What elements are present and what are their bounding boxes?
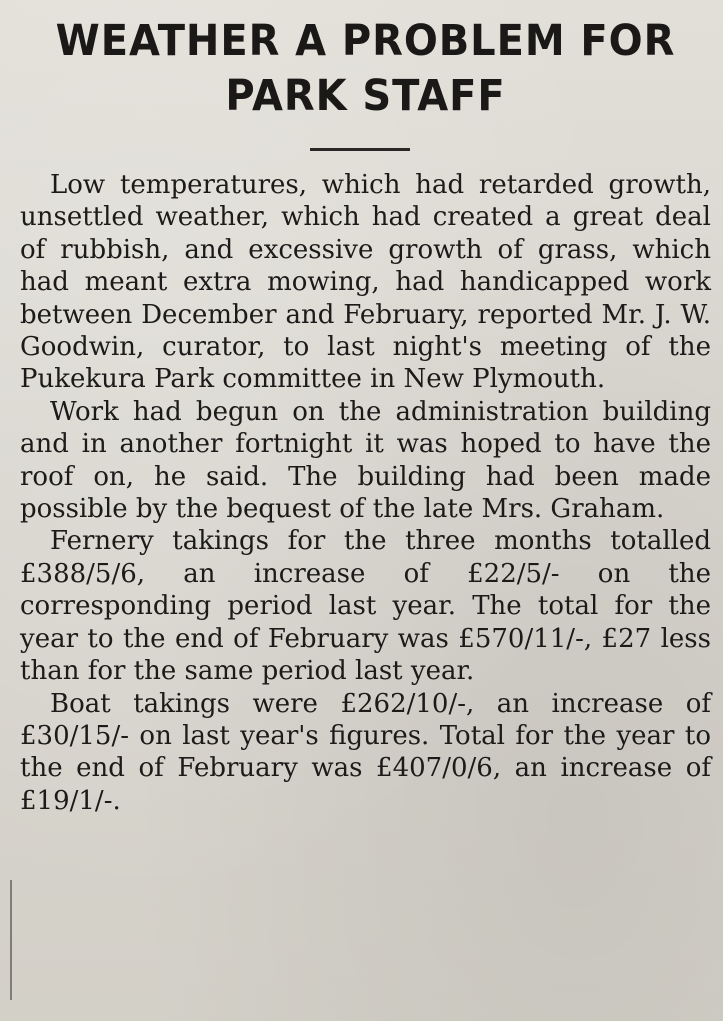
headline-divider — [310, 148, 410, 151]
article-headline: WEATHER A PROBLEM FOR PARK STAFF — [55, 16, 676, 121]
article-paragraph-2: Work had begun on the administration building and in another fortnight it was hoped to have the roof on, he said. The building had been made possible by the bequest of the late Mrs. Graham. — [20, 396, 711, 525]
article-body — [20, 169, 711, 817]
article-paragraph-1: Low temperatures, which had retarded growth, unsettled weather, which had created a great deal of rubbish, and excessive growth of grass, which had meant extra mowing, had handicapped work between December and February, reported Mr. J. W. Goodwin, curator, to last night's meeting of the Pukekura Park committee in New Plymouth. — [20, 170, 711, 395]
article-paragraph-4: Boat takings were £262/10/-, an increase of £30/15/- on last year's figures. Total for the year to the end of February was £407/0/6, an increase of £19/1/-. — [20, 688, 711, 816]
article-paragraph-3: Fernery takings for the three months totalled £388/5/6, an increase of £22/5/- on the corresponding period last year. The total for the year to the end of February was £570/11/-, £27 less than for the same period last year. — [20, 526, 711, 687]
column-edge-line — [10, 880, 12, 1000]
